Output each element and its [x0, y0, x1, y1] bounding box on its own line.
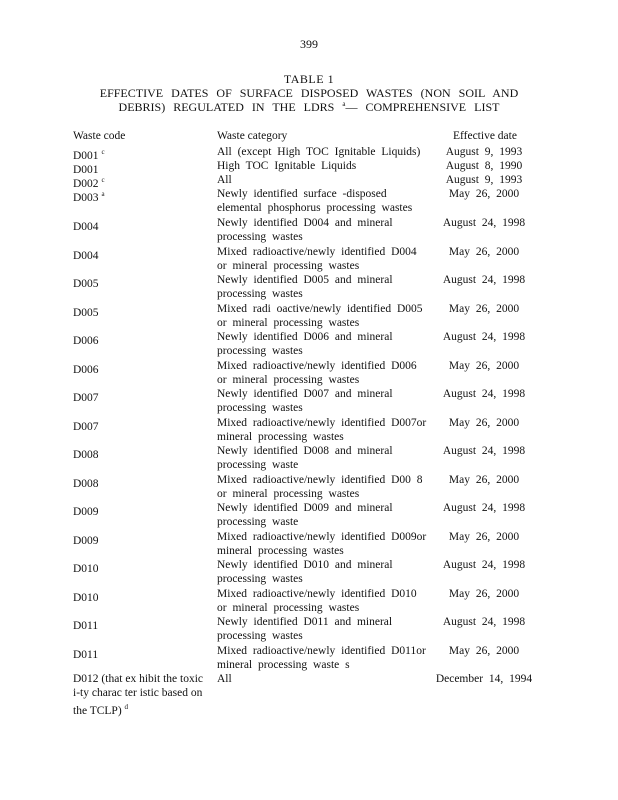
waste-code-text: D011 — [73, 619, 99, 632]
waste-category-cell: All — [217, 673, 232, 685]
waste-code-text: D010 — [73, 591, 99, 604]
header-waste-code: Waste code — [73, 130, 126, 142]
waste-code-cell — [73, 587, 211, 605]
waste-code-text: D010 — [73, 562, 99, 575]
page-number: 399 — [300, 37, 318, 51]
waste-category-cell: Mixed radioactive/newly identified D006 or mineral processing wastes — [217, 359, 423, 386]
table-row — [0, 302, 618, 331]
waste-category-cell: Mixed radi oactive/newly identified D005 or mineral processing wastes — [217, 302, 429, 329]
waste-category-cell: All (except High TOC Ignitable Liquids) — [217, 146, 421, 158]
waste-code-cell — [73, 187, 211, 205]
table-title-footnote: a — [342, 100, 346, 108]
table-row — [0, 145, 618, 162]
waste-category-cell: High TOC Ignitable Liquids — [217, 160, 357, 172]
effective-date-cell: August 24, 1998 — [442, 274, 526, 286]
waste-code-cell — [73, 444, 211, 462]
effective-date-cell: May 26, 2000 — [448, 587, 520, 600]
waste-code-cell — [73, 330, 211, 348]
waste-code-text: D003 — [73, 191, 99, 204]
footnote-marker: a — [101, 190, 105, 198]
waste-category-cell: All — [217, 174, 232, 186]
table-label: TABLE 1 — [283, 72, 335, 86]
waste-code-text: D001 — [73, 149, 99, 162]
waste-category-cell: Newly identified D004 and mineral processing wastes — [217, 217, 399, 244]
waste-code-text: D004 — [73, 249, 99, 262]
effective-date-cell: August 24, 1998 — [442, 502, 526, 514]
effective-date-cell: May 26, 2000 — [448, 188, 520, 200]
waste-code-text: D004 — [73, 220, 99, 233]
waste-code-text: D005 — [73, 277, 99, 290]
waste-code-cell — [73, 273, 211, 291]
table-row — [0, 444, 618, 473]
effective-date-cell: August 24, 1998 — [442, 217, 526, 229]
table-row — [0, 615, 618, 644]
waste-code-cell — [73, 615, 211, 633]
effective-date-cell: May 26, 2000 — [448, 530, 520, 543]
waste-code-text: D008 — [73, 448, 99, 461]
table-row — [0, 644, 618, 673]
waste-code-cell — [73, 359, 211, 377]
table-body — [0, 145, 618, 716]
waste-code-text: D012 (that ex hibit the toxic i-ty charac ter istic based on the TCLP) — [73, 673, 206, 718]
effective-date-cell: August 9, 1993 — [445, 146, 523, 158]
waste-code-text: D007 — [73, 391, 99, 404]
effective-date-cell: August 24, 1998 — [442, 331, 526, 343]
header-waste-category: Waste category — [217, 130, 288, 142]
waste-category-cell: Mixed radioactive/newly identified D011or mineral processing waste s — [217, 644, 432, 671]
effective-date-cell: August 24, 1998 — [442, 616, 526, 628]
effective-date-cell: August 8, 1990 — [445, 160, 523, 172]
table-title-line2-start: DEBRIS) REGULATED IN THE LDRS — [118, 100, 335, 114]
waste-code-cell — [73, 302, 211, 320]
table-row — [0, 672, 618, 716]
table-row — [0, 216, 618, 245]
waste-code-cell — [73, 501, 211, 519]
footnote-marker: c — [101, 148, 105, 156]
table-row — [0, 330, 618, 359]
effective-date-cell: May 26, 2000 — [448, 302, 520, 315]
table-row — [0, 173, 618, 190]
waste-category-cell: Mixed radioactive/newly identified D010 or mineral processing wastes — [217, 587, 423, 614]
effective-date-cell: May 26, 2000 — [448, 359, 520, 372]
table-row — [0, 245, 618, 274]
table-row — [0, 416, 618, 445]
waste-code-text: D002 — [73, 177, 99, 190]
table-row — [0, 558, 618, 587]
waste-code-text: D009 — [73, 505, 99, 518]
header-effective-date: Effective date — [453, 130, 517, 142]
table-row — [0, 187, 618, 216]
waste-code-text: D008 — [73, 477, 99, 490]
table-row — [0, 387, 618, 416]
waste-code-cell — [73, 672, 211, 718]
waste-category-cell: Mixed radioactive/newly identified D004 or mineral processing wastes — [217, 245, 423, 272]
table-row — [0, 530, 618, 559]
waste-code-cell — [73, 245, 211, 263]
waste-category-cell: Newly identified D007 and mineral processing wastes — [217, 388, 399, 415]
waste-code-cell — [73, 558, 211, 576]
effective-date-cell: August 24, 1998 — [442, 445, 526, 457]
waste-code-cell — [73, 216, 211, 234]
waste-code-text: D001 — [73, 163, 99, 176]
waste-code-text: D007 — [73, 420, 99, 433]
footnote-marker: d — [124, 703, 129, 712]
table-row — [0, 501, 618, 530]
waste-code-cell — [73, 530, 211, 548]
waste-code-text: D006 — [73, 334, 99, 347]
table-row — [0, 159, 618, 176]
effective-date-cell: December 14, 1994 — [435, 673, 533, 685]
table-row — [0, 473, 618, 502]
table-title-line2 — [0, 100, 618, 115]
waste-category-cell: Newly identified D010 and mineral processing wastes — [217, 559, 399, 586]
effective-date-cell: August 9, 1993 — [445, 174, 523, 186]
footnote-marker: c — [101, 176, 105, 184]
effective-date-cell: August 24, 1998 — [442, 559, 526, 571]
table-title-line2-end: — COMPREHENSIVE LIST — [345, 100, 500, 114]
effective-date-cell: May 26, 2000 — [448, 245, 520, 258]
waste-category-cell: Mixed radioactive/newly identified D009or mineral processing wastes — [217, 530, 433, 557]
waste-category-cell: Mixed radioactive/newly identified D007or mineral processing wastes — [217, 416, 433, 443]
waste-category-cell: Newly identified D006 and mineral processing wastes — [217, 331, 399, 358]
waste-category-cell: Newly identified D008 and mineral processing waste — [217, 445, 399, 472]
table-row — [0, 587, 618, 616]
waste-code-text: D009 — [73, 534, 99, 547]
waste-category-cell: Newly identified surface -disposed elemental phosphorus processing wastes — [217, 188, 413, 215]
effective-date-cell: May 26, 2000 — [448, 473, 520, 486]
waste-category-cell: Newly identified D005 and mineral processing wastes — [217, 274, 399, 301]
table-row — [0, 359, 618, 388]
effective-date-cell: August 24, 1998 — [442, 388, 526, 400]
waste-code-text: D006 — [73, 363, 99, 376]
waste-code-text: D005 — [73, 306, 99, 319]
waste-category-cell: Mixed radioactive/newly identified D00 8 or mineral processing wastes — [217, 473, 429, 500]
effective-date-cell: May 26, 2000 — [448, 416, 520, 429]
waste-code-cell — [73, 387, 211, 405]
waste-category-cell: Newly identified D011 and mineral processing wastes — [217, 616, 398, 643]
waste-code-text: D011 — [73, 648, 99, 661]
effective-date-cell: May 26, 2000 — [448, 644, 520, 657]
table-row — [0, 273, 618, 302]
waste-code-cell — [73, 644, 211, 662]
table-title-line1: EFFECTIVE DATES OF SURFACE DISPOSED WASTES (NON SOIL AND — [99, 86, 519, 100]
waste-code-cell — [73, 416, 211, 434]
waste-category-cell: Newly identified D009 and mineral processing waste — [217, 502, 399, 529]
waste-code-cell — [73, 473, 211, 491]
